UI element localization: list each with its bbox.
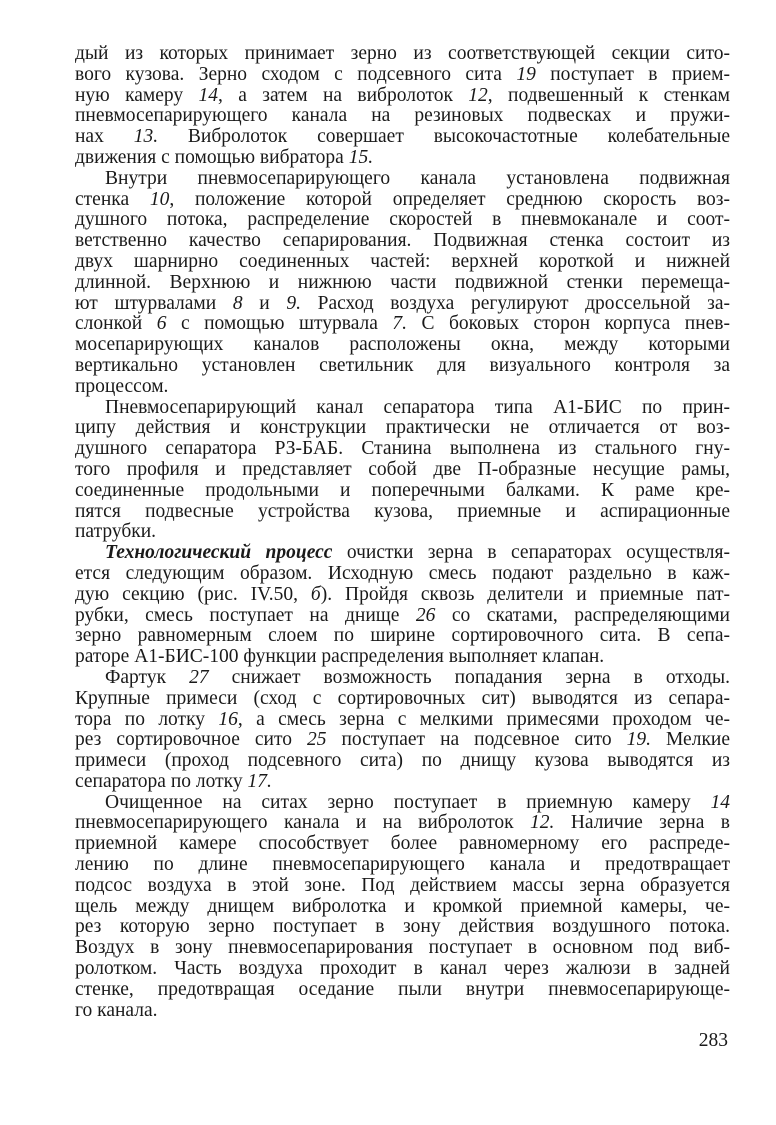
text-run: сепаратора по лотку [75, 770, 248, 792]
text-line [75, 65, 730, 86]
text-run: мосепарирующих каналов расположены окна, между которыми [75, 334, 730, 356]
text-line [75, 314, 730, 335]
text-line [75, 294, 730, 315]
text-run: того профиля и представляет собой две П-образные несущие рамы, [75, 458, 730, 480]
text-run: рез сортировочное сито [75, 729, 307, 751]
text-run: Очищенное на ситах зерно поступает в приемную камеру [105, 791, 711, 813]
figure-reference-number: 17. [247, 770, 272, 792]
text-run: процессом. [75, 375, 169, 397]
text-run: , подвешенный к стенкам [487, 84, 731, 106]
text-line [75, 564, 730, 585]
text-run: стенка [75, 188, 150, 210]
figure-reference-number: 9. [286, 292, 301, 314]
text-run: стенке, предотвращая оседание пыли внутри пневмосепарирующе- [75, 978, 730, 1000]
page-number: 283 [698, 1030, 728, 1051]
text-run: , а смесь зерна с мелкими примесями проходом че- [237, 708, 730, 730]
text-run: снижает возможность попадания зерна в отходы. [208, 666, 730, 688]
text-run: очистки зерна в сепараторах осуществля- [332, 542, 730, 564]
text-line [75, 398, 730, 419]
text-run: ется следующим образом. Исходную смесь подают раздельно в каж- [75, 562, 730, 584]
text-line [75, 1001, 730, 1022]
text-line [75, 959, 730, 980]
text-run: длинной. Верхнюю и нижнюю части подвижной стенки перемеща- [75, 271, 730, 293]
text-run: нах [75, 126, 134, 148]
text-line [75, 106, 730, 127]
text-line [75, 813, 730, 834]
text-line [75, 543, 730, 564]
text-run: дый из которых принимает зерно из соответствующей секции сито- [75, 43, 730, 64]
text-line [75, 626, 730, 647]
text-run: Мелкие [650, 729, 731, 751]
text-run: Крупные примеси (сход с сортировочных сит) выводятся из сепара- [75, 687, 730, 709]
figure-reference-number: 10 [149, 188, 170, 210]
text-run: с помощью штурвала [166, 313, 393, 335]
text-line [75, 86, 730, 107]
figure-reference-number: 14 [198, 84, 219, 106]
paragraph [75, 398, 730, 544]
text-run: Вибролоток совершает высокочастотные колебательные [158, 126, 731, 148]
paragraph [75, 543, 730, 668]
text-run: рез которую зерно поступает в зону действия воздушного потока. [75, 916, 730, 938]
text-run: пятся подвесные устройства кузова, приемные и аспирационные [75, 500, 730, 522]
text-line [75, 855, 730, 876]
figure-reference-number: 14 [710, 791, 730, 813]
text-run: патрубки. [75, 521, 157, 543]
paragraph [75, 44, 730, 169]
paragraph [75, 668, 730, 793]
figure-reference-number: 13. [133, 126, 159, 148]
text-run: подсос воздуха в этой зоне. Под действием массы зерна образуется [75, 874, 730, 896]
text-line [75, 585, 730, 606]
text-line [75, 876, 730, 897]
text-line [75, 980, 730, 1001]
text-run: ют штурвалами [75, 292, 233, 314]
text-line [75, 210, 730, 231]
text-line [75, 231, 730, 252]
text-line [75, 834, 730, 855]
text-line [75, 668, 730, 689]
text-run: С боковых сторон корпуса пнев- [407, 313, 730, 335]
text-run: ). Пройдя сквозь делители и приемные пат- [320, 583, 730, 605]
text-line [75, 335, 730, 356]
text-line [75, 252, 730, 273]
text-line [75, 44, 730, 65]
text-run: лению по длине пневмосепарирующего канала и предотвращает [75, 854, 730, 876]
figure-reference-number: 19. [626, 729, 651, 751]
text-run: зерно равномерным слоем по ширине сортировочного сита. В сепа- [75, 625, 730, 647]
text-line [75, 148, 730, 169]
text-line [75, 460, 730, 481]
paragraph [75, 169, 730, 398]
text-line [75, 897, 730, 918]
text-run: ролотком. Часть воздуха проходит в канал через жалюзи в задней [75, 958, 730, 980]
text-line [75, 710, 730, 731]
text-run: примеси (проход подсевного сита) по днищу кузова выводятся из [75, 750, 730, 772]
text-line [75, 647, 730, 668]
text-run: тора по лотку [75, 708, 219, 730]
text-run: дую секцию (рис. IV.50, [75, 583, 311, 605]
text-run: ветственно качество сепарирования. Подвижная стенка состоит из [75, 230, 730, 252]
text-run: движения с помощью вибратора [75, 146, 349, 168]
text-run: , положение которой определяет среднюю скорость воз- [169, 188, 731, 210]
text-run: Фартук [105, 666, 190, 688]
figure-reference-number: 16 [218, 708, 238, 730]
text-run: со скатами, распределяющими [435, 604, 730, 626]
text-run: соединенные продольными и поперечными балками. К раме кре- [75, 479, 730, 501]
text-line [75, 356, 730, 377]
text-run: раторе А1-БИС-100 функции распределения выполняет клапан. [75, 646, 605, 668]
text-run: поступает в прием- [535, 63, 730, 85]
text-line [75, 522, 730, 543]
figure-reference-number: 27 [189, 666, 209, 688]
text-line [75, 772, 730, 793]
text-line [75, 190, 730, 211]
text-line [75, 502, 730, 523]
text-run: и [242, 292, 287, 314]
text-run: двух шарнирно соединенных частей: верхней короткой и нижней [75, 250, 730, 272]
text-run: Воздух в зону пневмосепарирования поступает в основном под виб- [75, 937, 730, 959]
figure-reference-number: 12. [530, 812, 555, 834]
text-run: душного потока, распределение скоростей в пневмоканале и соот- [75, 209, 730, 231]
figure-reference-number: 25 [306, 729, 327, 751]
figure-reference-number: 15. [348, 146, 374, 168]
text-run: Расход воздуха регулируют дроссельной за- [300, 292, 730, 314]
text-run: приемной камере способствует более равномерному его распреде- [75, 833, 730, 855]
text-line [75, 377, 730, 398]
text-line [75, 273, 730, 294]
text-run: поступает на подсевное сито [326, 729, 627, 751]
text-line [75, 730, 730, 751]
text-line [75, 793, 730, 814]
figure-reference-number: 19 [516, 63, 536, 85]
text-run: щель между днищем вибролотка и кромкой приемной камеры, че- [75, 895, 730, 917]
text-line [75, 439, 730, 460]
figure-reference-number: 6 [156, 313, 167, 335]
text-run: ципу действия и конструкции практически не отличается от воз- [75, 417, 730, 439]
body-text [75, 44, 730, 1021]
text-line [75, 169, 730, 190]
text-run: ную камеру [75, 84, 199, 106]
figure-reference-number: б [310, 583, 321, 605]
text-run: рубки, смесь поступает на днище [75, 604, 416, 626]
text-run: го канала. [75, 999, 158, 1021]
text-line [75, 606, 730, 627]
text-run: вого кузова. Зерно сходом с подсевного сита [75, 63, 517, 85]
text-line [75, 917, 730, 938]
text-run: вертикально установлен светильник для визуального контроля за [75, 354, 730, 376]
figure-reference-number: 7. [392, 313, 408, 335]
figure-reference-number: 8 [232, 292, 243, 314]
paragraph [75, 793, 730, 1022]
text-line [75, 127, 730, 148]
text-line [75, 418, 730, 439]
bold-italic-term: Технологический процесс [105, 542, 333, 564]
text-run: душного сепаратора РЗ-БАБ. Станина выполнена из стального гну- [75, 438, 730, 460]
text-line [75, 938, 730, 959]
text-run: пневмосепарирующего канала на резиновых подвесках и пружи- [75, 105, 730, 127]
text-run: Внутри пневмосепарирующего канала установлена подвижная [105, 167, 730, 189]
figure-reference-number: 26 [415, 604, 436, 626]
text-run: пневмосепарирующего канала и на вибролоток [75, 812, 531, 834]
text-run: Наличие зерна в [554, 812, 730, 834]
text-run: , а затем на вибролоток [218, 84, 469, 106]
text-run: слонкой [75, 313, 157, 335]
text-line [75, 751, 730, 772]
text-line [75, 481, 730, 502]
figure-reference-number: 12 [468, 84, 488, 106]
text-run: Пневмосепарирующий канал сепаратора типа А1-БИС по прин- [105, 396, 730, 418]
text-line [75, 689, 730, 710]
